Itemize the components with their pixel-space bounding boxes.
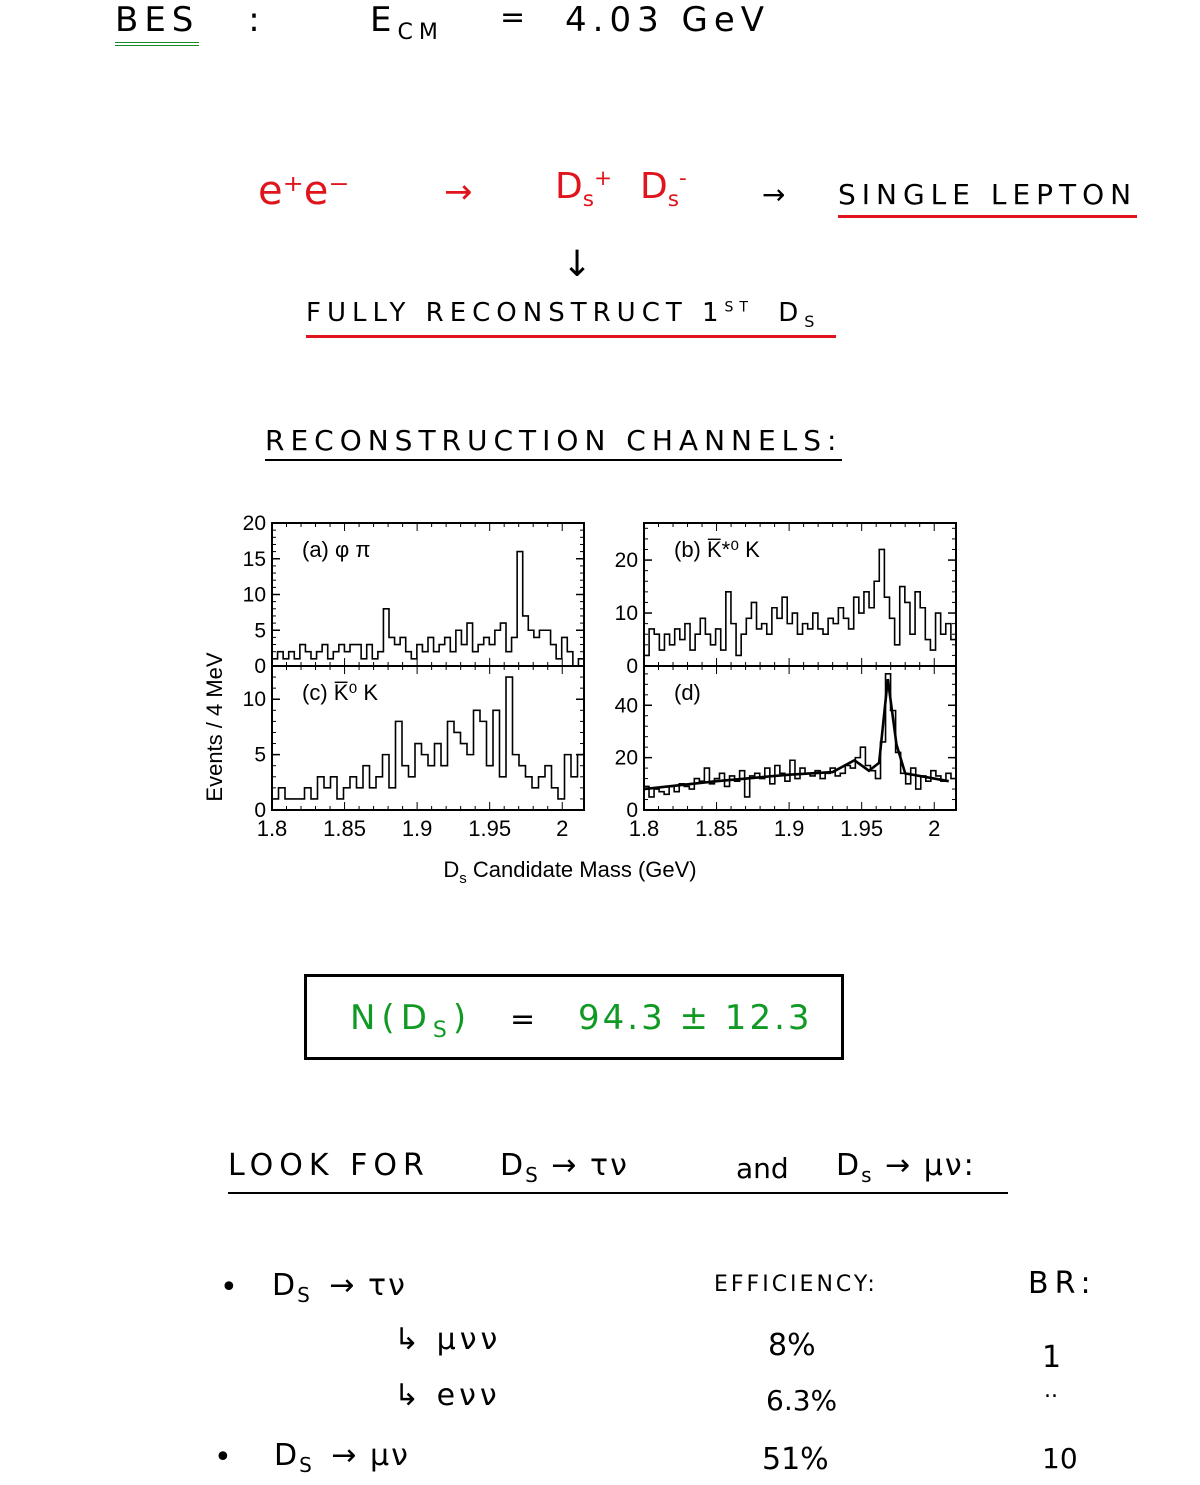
header: [115, 0, 266, 46]
y-tick-label: 5: [254, 743, 266, 767]
y-tick-label: 0: [254, 799, 266, 822]
ds-plus-sup: +: [594, 166, 613, 191]
row2-decay-rest: → μν: [319, 1438, 410, 1473]
x-tick-label: 2: [928, 816, 941, 841]
x-tick-label: 1.9: [401, 816, 433, 841]
lookfor-decay-mu-sub: s: [861, 1163, 874, 1187]
lookfor-decay-tau-d: D: [500, 1148, 526, 1183]
ecm-label: [370, 0, 444, 45]
ds-minus-sup: -: [679, 166, 687, 191]
ecm-value: 4.03 GeV: [565, 0, 771, 40]
y-tick-label: 15: [242, 547, 266, 571]
y-tick-label: 0: [254, 655, 266, 678]
result-equals: =: [510, 1002, 542, 1037]
y-tick-label: 10: [242, 688, 266, 712]
lookfor-decay-tau: [500, 1148, 629, 1187]
row1-decay-d: D: [272, 1268, 298, 1303]
row2-efficiency: 51%: [762, 1442, 829, 1477]
fully-reconstruct-ds: D: [778, 298, 805, 328]
y-axis-label: Events / 4 MeV: [202, 652, 227, 802]
arrow-1: →: [444, 172, 473, 212]
row2-decay-sub: S: [299, 1453, 314, 1477]
lookfor-prefix: LOOK FOR: [228, 1148, 430, 1183]
ds-plus: [555, 166, 612, 212]
x-tick-label: 1.95: [840, 816, 884, 841]
row2-decay: [274, 1438, 410, 1477]
x-axis-label-sub: s: [459, 870, 467, 887]
panel-label-3: (d): [674, 680, 701, 705]
histogram-0: [272, 552, 584, 666]
ds-minus-sub: s: [667, 187, 679, 213]
y-tick-label: 20: [614, 746, 638, 770]
row1-decay: [272, 1268, 407, 1307]
row1-decay-rest: → τν: [317, 1268, 407, 1303]
lookfor-decay-mu: [836, 1148, 976, 1187]
single-lepton-label: SINGLE LEPTON: [838, 178, 1137, 218]
lookfor-decay-tau-sub: S: [525, 1163, 540, 1187]
result-n-text: N(D: [350, 998, 433, 1038]
sub1-decay: ↳ μνν: [394, 1322, 502, 1357]
panel-label-2: (c) K̅⁰ K: [302, 680, 379, 705]
y-tick-label: 20: [614, 549, 638, 573]
arrow-2: →: [762, 178, 786, 211]
y-tick-label: 10: [242, 583, 266, 607]
y-tick-label: 10: [614, 602, 638, 626]
x-tick-label: 2: [556, 816, 569, 841]
lookfor-and: and: [736, 1152, 789, 1185]
histogram-1: [644, 549, 956, 655]
x-tick-label: 1.8: [256, 816, 288, 841]
row2-bullet: •: [214, 1440, 232, 1475]
histogram-panels: [243, 512, 956, 841]
ecm-equals: =: [500, 0, 532, 35]
x-tick-label: 1.85: [323, 816, 366, 841]
result-n-label: [350, 998, 472, 1043]
result-value: 94.3 ± 12.3: [578, 998, 813, 1038]
sub1-efficiency: 8%: [768, 1328, 816, 1363]
lookfor-line: [228, 1148, 1008, 1194]
fully-reconstruct-ds-sub: S: [804, 312, 821, 332]
y-tick-label: 0: [626, 799, 638, 822]
y-tick-label: 0: [626, 655, 638, 678]
x-axis-label-main: D: [443, 857, 460, 882]
y-tick-label: 5: [254, 619, 266, 643]
x-tick-label: 1.95: [468, 816, 512, 841]
experiment-name: BES: [115, 0, 199, 46]
x-tick-label: 1.85: [695, 816, 738, 841]
x-tick-label: 1.8: [628, 816, 660, 841]
sub2-efficiency: 6.3%: [766, 1384, 838, 1417]
fully-reconstruct-sup: ST: [724, 299, 754, 316]
sub2-decay: ↳ eνν: [394, 1378, 501, 1413]
ecm-subscript: CM: [397, 19, 444, 45]
x-axis-label-rest: Candidate Mass (GeV): [466, 857, 697, 882]
result-n-close: ): [452, 998, 473, 1038]
panel-label-0: (a) φ π: [302, 537, 371, 562]
sub1-br: 1: [1042, 1340, 1062, 1375]
lookfor-decay-tau-rest: → τν: [539, 1148, 629, 1183]
ds-minus: [640, 166, 687, 212]
result-n-sub: S: [432, 1017, 453, 1043]
fully-reconstruct-label: [306, 298, 836, 338]
initial-state: e⁺e⁻: [258, 168, 350, 214]
panel-label-1: (b) K̅*⁰ K: [674, 537, 760, 562]
x-axis-label: [443, 857, 696, 887]
efficiency-header: EFFICIENCY:: [714, 1272, 878, 1297]
lookfor-decay-mu-d: D: [836, 1148, 862, 1183]
sub2-br: ..: [1044, 1378, 1058, 1403]
y-tick-label: 20: [242, 512, 266, 535]
fully-reconstruct-text: FULLY RECONSTRUCT 1: [306, 298, 725, 328]
histogram-figure: [190, 505, 970, 895]
header-colon: :: [248, 0, 266, 40]
row2-decay-d: D: [274, 1438, 300, 1473]
ds-plus-symbol: D: [555, 166, 583, 207]
row1-bullet: •: [220, 1270, 238, 1305]
y-tick-label: 40: [614, 694, 638, 718]
x-tick-label: 1.9: [773, 816, 805, 841]
ds-minus-symbol: D: [640, 166, 668, 207]
ds-plus-sub: s: [582, 187, 594, 213]
down-arrow: ↓: [562, 244, 593, 285]
lookfor-decay-mu-rest: → μν:: [873, 1148, 976, 1183]
ecm-symbol: E: [370, 0, 398, 40]
row1-decay-sub: S: [297, 1283, 312, 1307]
channels-heading: RECONSTRUCTION CHANNELS:: [265, 424, 842, 461]
row2-br: 10: [1042, 1442, 1078, 1475]
br-header: BR:: [1028, 1266, 1097, 1301]
